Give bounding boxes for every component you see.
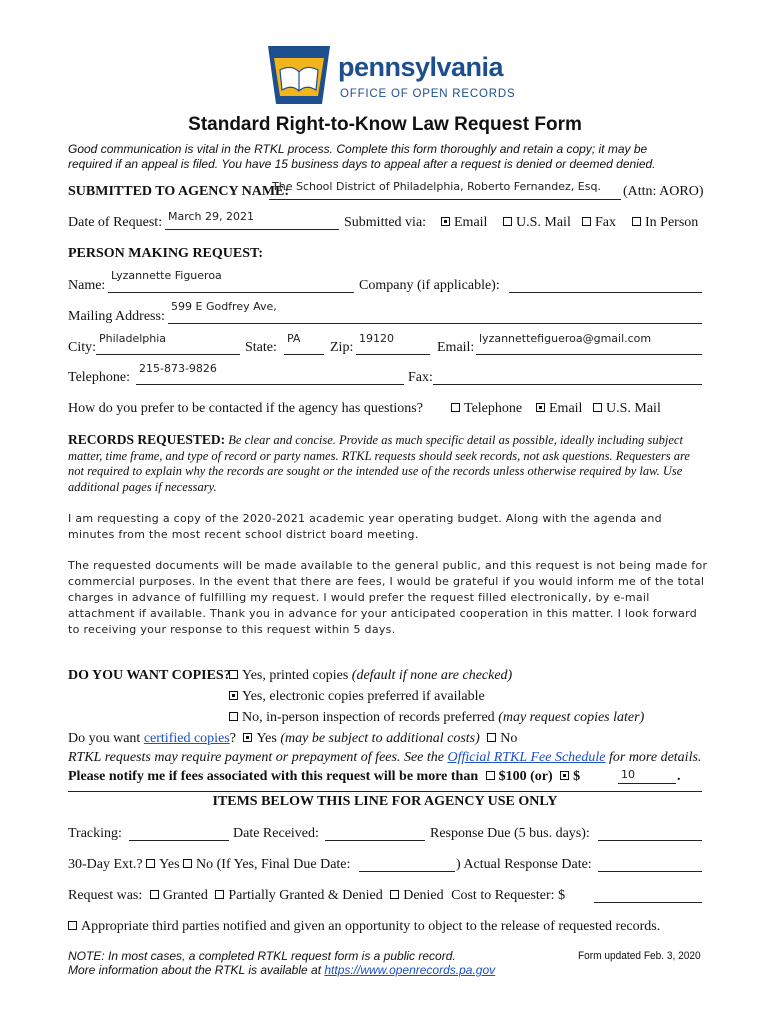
agency-heading: ITEMS BELOW THIS LINE FOR AGENCY USE ONLY <box>212 794 558 809</box>
copies-label: DO YOU WANT COPIES? <box>68 668 231 683</box>
certified-copies-link[interactable]: certified copies <box>143 731 230 746</box>
company-label: Company (if applicable): <box>359 278 500 293</box>
keystone-book-icon <box>262 44 336 106</box>
checkbox[interactable] <box>68 921 77 930</box>
fax-label: Fax: <box>408 370 433 385</box>
request-was-line: Request was: Granted Partially Granted & Denied Denied Cost to Requester: $ <box>68 888 566 903</box>
notify-amount-field[interactable] <box>618 783 676 784</box>
checkbox[interactable] <box>215 890 224 899</box>
checkbox[interactable] <box>229 712 238 721</box>
via-mail-option[interactable]: U.S. Mail <box>503 215 571 231</box>
notify-custom-option[interactable]: $ <box>560 769 580 784</box>
denied-option[interactable]: Denied <box>390 888 443 903</box>
date-received-field[interactable] <box>325 840 425 841</box>
contact-telephone-option[interactable]: Telephone <box>451 401 522 417</box>
via-email-option[interactable]: Email <box>441 215 487 231</box>
checkbox[interactable] <box>486 771 495 780</box>
fax-field[interactable] <box>433 384 702 385</box>
checkbox[interactable] <box>503 217 512 226</box>
checkbox[interactable] <box>150 890 159 899</box>
tracking-field[interactable] <box>129 840 229 841</box>
name-value: Lyzannette Figueroa <box>111 269 222 282</box>
state-label: State: <box>245 340 277 355</box>
final-due-field[interactable] <box>359 871 455 872</box>
name-label: Name: <box>68 278 106 293</box>
contact-mail-option[interactable]: U.S. Mail <box>593 401 661 417</box>
phone-value: 215-873-9826 <box>139 362 217 375</box>
page-title: Standard Right-to-Know Law Request Form <box>188 114 582 135</box>
certified-yes-option[interactable]: Yes (may be subject to additional costs) <box>243 731 479 746</box>
attn-label: (Attn: AORO) <box>623 184 704 199</box>
notify-amount-value: 10 <box>621 768 635 781</box>
via-fax-option[interactable]: Fax <box>582 215 616 231</box>
actual-response-field[interactable] <box>598 871 702 872</box>
intro-line-2: required if an appeal is filed. You have 15 business days to appeal after a request is denied or deemed denied. <box>68 157 656 171</box>
mailing-value: 599 E Godfrey Ave, <box>171 300 277 313</box>
ext-yes-option[interactable]: Yes <box>146 857 179 872</box>
copies-inspection-option[interactable]: No, in-person inspection of records preferred (may request copies later) <box>229 710 644 726</box>
certified-question: Do you want certified copies? Yes (may be subject to additional costs) No <box>68 731 518 746</box>
cost-field[interactable] <box>594 902 702 903</box>
footer-note-2: More information about the RTKL is available at https://www.openrecords.pa.gov <box>68 963 496 977</box>
city-label: City: <box>68 340 97 355</box>
certified-no-option[interactable]: No <box>487 731 517 746</box>
checkbox[interactable] <box>451 403 460 412</box>
person-section-label: PERSON MAKING REQUEST: <box>68 246 263 261</box>
city-value: Philadelphia <box>99 332 167 345</box>
phone-label: Telephone: <box>68 370 130 385</box>
checkbox[interactable] <box>146 859 155 868</box>
checkbox[interactable] <box>632 217 641 226</box>
agency-divider <box>68 791 702 792</box>
ext-line: 30-Day Ext.? Yes No (If Yes, Final Due Date: <box>68 857 351 872</box>
city-field[interactable] <box>96 354 240 355</box>
openrecords-link[interactable]: https://www.openrecords.pa.gov <box>324 963 496 977</box>
checkbox[interactable] <box>183 859 192 868</box>
checkbox[interactable] <box>593 403 602 412</box>
request-text-1[interactable]: I am requesting a copy of the 2020-2021 academic year operating budget. Along with the agenda and minutes from the most recent school district board meeting. <box>68 512 662 541</box>
records-label: RECORDS REQUESTED: <box>68 432 226 447</box>
state-field[interactable] <box>284 354 324 355</box>
checkbox-checked[interactable] <box>229 691 238 700</box>
form-updated: Form updated Feb. 3, 2020 <box>578 950 701 962</box>
checkbox-checked[interactable] <box>560 771 569 780</box>
date-field[interactable] <box>165 229 339 230</box>
mailing-field[interactable] <box>168 323 702 324</box>
date-value: March 29, 2021 <box>168 210 255 223</box>
date-label: Date of Request: <box>68 215 163 230</box>
logo-wordmark: pennsylvania <box>338 52 504 82</box>
phone-field[interactable] <box>136 384 404 385</box>
checkbox[interactable] <box>390 890 399 899</box>
email-label: Email: <box>437 340 475 355</box>
agency-name-value: The School District of Philadelphia, Roberto Fernandez, Esq. <box>272 180 601 193</box>
via-inperson-option[interactable]: In Person <box>632 215 698 231</box>
granted-option[interactable]: Granted <box>150 888 208 903</box>
footer-note-1: NOTE: In most cases, a completed RTKL request form is a public record. <box>68 949 456 963</box>
logo-subtitle: OFFICE OF OPEN RECORDS <box>340 88 516 100</box>
contact-question: How do you prefer to be contacted if the agency has questions? <box>68 401 423 416</box>
actual-response-label: ) Actual Response Date: <box>456 857 592 872</box>
zip-value: 19120 <box>359 332 394 345</box>
contact-email-option[interactable]: Email <box>536 401 582 417</box>
records-instructions: RECORDS REQUESTED: Be clear and concise. Provide as much specific detail as possible, ideally including subject matter, time frame, and type of record or party names. RTKL requests should seek records, not ask questions. Requesters are not required to explain why the records are sought or the intended use of the records unless otherwise required by law. Use additional pages if necessary. <box>68 432 690 494</box>
copies-electronic-option[interactable]: Yes, electronic copies preferred if available <box>229 689 485 705</box>
ext-no-option[interactable]: No (If Yes, Final Due Date: <box>183 857 350 872</box>
date-received-label: Date Received: <box>233 826 319 841</box>
checkbox[interactable] <box>487 733 496 742</box>
partial-option[interactable]: Partially Granted & Denied <box>215 888 382 903</box>
state-value: PA <box>287 332 301 345</box>
fee-schedule-link[interactable]: Official RTKL Fee Schedule <box>447 750 606 765</box>
request-text-2[interactable]: The requested documents will be made available to the general public, and this request is not being made for commercial purposes. In the event that there are fees, I would be grateful if you would inform me of the total charges in advance of fulfilling my request. I would prefer the request filled electronically, by e-mail attachment if available. Thank you in advance for your anticipated cooperation in this matter. I look forward to receiving your response to this request within 5 days. <box>68 559 708 636</box>
checkbox-checked[interactable] <box>536 403 545 412</box>
email-value: lyzannettefigueroa@gmail.com <box>479 332 652 345</box>
company-field[interactable] <box>509 292 702 293</box>
notify-line: Please notify me if fees associated with this request will be more than $100 (or) $ <box>68 769 581 784</box>
agency-name-field[interactable] <box>269 199 621 200</box>
logo <box>262 44 516 106</box>
checkbox-checked[interactable] <box>441 217 450 226</box>
submitted-label: SUBMITTED TO AGENCY NAME: <box>68 184 290 199</box>
email-field[interactable] <box>476 354 702 355</box>
via-label: Submitted via: <box>344 215 427 230</box>
checkbox[interactable] <box>229 670 238 679</box>
mailing-label: Mailing Address: <box>68 309 165 324</box>
notify-period: . <box>677 769 681 784</box>
fees-line: RTKL requests may require payment or prepayment of fees. See the Official RTKL Fee Schedule for more details. <box>68 750 702 765</box>
checkbox[interactable] <box>582 217 591 226</box>
response-due-field[interactable] <box>598 840 702 841</box>
notify-100-option[interactable]: $100 (or) <box>486 769 553 784</box>
tracking-label: Tracking: <box>68 826 122 841</box>
checkbox-checked[interactable] <box>243 733 252 742</box>
zip-label: Zip: <box>330 340 354 355</box>
zip-field[interactable] <box>356 354 430 355</box>
third-parties-option[interactable]: Appropriate third parties notified and given an opportunity to object to the release of requested records. <box>68 919 660 935</box>
copies-printed-option[interactable]: Yes, printed copies (default if none are checked) <box>229 668 512 684</box>
name-field[interactable] <box>108 292 354 293</box>
response-due-label: Response Due (5 bus. days): <box>430 826 590 841</box>
intro-line-1: Good communication is vital in the RTKL process. Complete this form thoroughly and retain a copy; it may be <box>68 142 648 156</box>
